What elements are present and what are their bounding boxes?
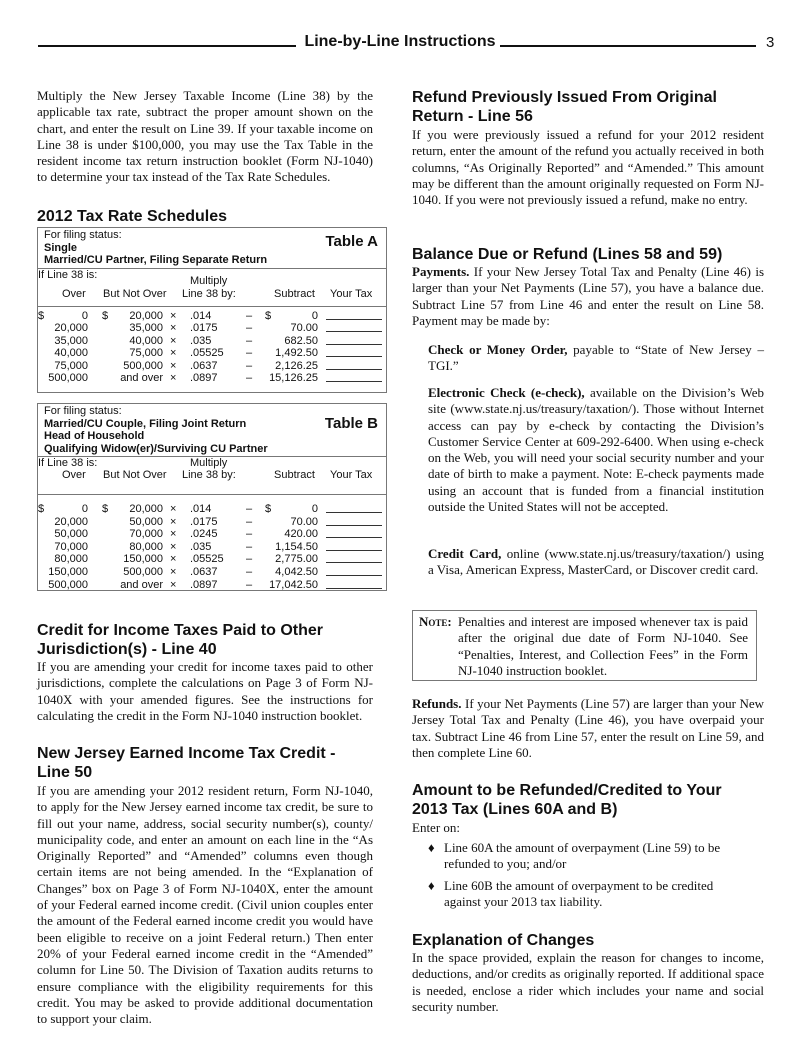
your-tax-blank[interactable] [326,322,382,332]
cell-but-not-over: 500,000 [123,565,163,578]
cell-subtract: 0 [311,503,318,515]
your-tax-blank[interactable] [326,553,382,563]
cell-rate: .0637 [190,359,218,372]
table-row [38,566,386,579]
times-sign: × [170,372,177,385]
cell-subtract: 682.50 [284,334,318,347]
cell-subtract: 420.00 [284,528,318,541]
column-headers [38,269,386,307]
cell-over: 80,000 [54,553,88,566]
col-your-tax: Your Tax [330,287,373,300]
header-rule-right [500,45,756,47]
times-sign: × [170,322,177,335]
cell-over: 50,000 [54,528,88,541]
col-over: Over [62,287,86,300]
cell-over: 150,000 [48,565,88,578]
table-row [38,579,386,592]
minus-sign: – [246,578,253,591]
bullet-text: Line 60A the amount of overpayment (Line 59) to be refunded to you; and/or [444,840,721,872]
eitc-heading: New Jersey Earned Income Tax Credit - Line 50 [37,745,336,781]
cell-over: 40,000 [54,347,88,360]
times-sign: × [170,515,177,528]
echeck-label: Electronic Check (e-check), [428,385,585,400]
cell-over: 75,000 [54,359,88,372]
column-headers [38,457,386,495]
cell-but-not-over: 70,000 [129,528,163,541]
tax-table-b [37,403,387,591]
your-tax-blank[interactable] [326,503,382,513]
times-sign: × [170,309,177,322]
minus-sign: – [246,359,253,372]
table-name: Table A [325,233,378,250]
cell-rate: .0175 [190,515,218,528]
page-number: 3 [766,34,775,51]
cell-rate: .014 [190,309,212,322]
explanation-heading: Explanation of Changes [412,932,595,949]
filing-status-header [38,228,386,269]
cell-rate: .014 [190,503,212,515]
times-sign: × [170,578,177,591]
minus-sign: – [246,372,253,385]
enter-on-label: Enter on: [412,820,461,835]
times-sign: × [170,359,177,372]
cell-rate: .0245 [190,528,218,541]
col-your-tax: Your Tax [330,469,373,481]
cell-over: 70,000 [54,540,88,553]
your-tax-blank[interactable] [326,335,382,345]
filing-status-header [38,404,386,457]
table-row [38,372,386,385]
payments-paragraph [412,264,764,329]
col-subtract: Subtract [274,287,315,300]
cell-rate: .0637 [190,565,218,578]
header-rule-left [38,45,296,47]
note-text: Penalties and interest are imposed whenever tax is paid after the original due date of Form NJ-1040. See “Penalties, Interest, and Collection Fees” in the Form NJ-1040 instruction booklet. [458,614,748,678]
cell-over: 500,000 [48,578,88,591]
col-subtract: Subtract [274,469,315,481]
check-text: payable to “State of New Jersey – TGI.” [428,342,764,374]
cell-but-not-over: 80,000 [129,540,163,553]
cell-rate: .035 [190,334,212,347]
cell-subtract: 15,126.25 [269,372,318,385]
cell-subtract: 70.00 [290,322,318,335]
cell-subtract: 2,126.25 [275,359,318,372]
cell-rate: .035 [190,540,212,553]
your-tax-blank[interactable] [326,528,382,538]
cell-but-not-over: 20,000 [129,309,163,322]
table-row [38,322,386,335]
minus-sign: – [246,540,253,553]
for-filing-status-label: For filing status: [44,405,122,417]
your-tax-blank[interactable] [326,310,382,320]
col-multiply: Multiply [190,457,228,469]
cell-rate: .0175 [190,322,218,335]
your-tax-blank[interactable] [326,360,382,370]
your-tax-blank[interactable] [326,566,382,576]
cell-subtract: 1,492.50 [275,347,318,360]
table-name: Table B [324,415,378,432]
minus-sign: – [246,322,253,335]
cell-but-not-over: 20,000 [129,503,163,515]
amount-heading: Amount to be Refunded/Credited to Your 2013 Tax (Lines 60A and B) [412,782,722,818]
cell-subtract: 1,154.50 [275,540,318,553]
cell-over: 0 [81,309,88,322]
filing-status: Married/CU Partner, Filing Separate Return [44,254,268,266]
table-row [38,528,386,541]
cell-over: 0 [81,503,88,515]
bullet-item [428,840,738,873]
for-filing-status-label: For filing status: [44,229,122,241]
diamond-bullet-icon: ♦ [428,878,435,893]
cell-subtract: 17,042.50 [269,578,318,591]
cell-but-not-over: 50,000 [129,515,163,528]
cell-subtract: 70.00 [290,515,318,528]
table-row [38,541,386,554]
your-tax-blank[interactable] [326,516,382,526]
col-multiply: Multiply [190,274,228,287]
minus-sign: – [246,334,253,347]
times-sign: × [170,334,177,347]
minus-sign: – [246,553,253,566]
eitc-paragraph: If you are amending your 2012 resident return, Form NJ-1040, to apply for the New Jersey earned income tax credit, be sure to fill out your name, address, social security number(s), county/ municipality code, and enter an amount on each line in the “As Originally Reported” and “Amended” columns even though certain items are not being amended. In the “Explanation of Changes” box on Page 3 of Form NJ-1040X, enter the amount of your Federal earned income credit. (Civil union couples enter the amount of the Federal earned income credit you would have been eligible to receive on a joint Federal return.) Then enter 20% of your Federal earned income credit in the “Amended” column for Line 50. The Division of Taxation audits returns to ensure compliance with the eligibility requirements for this credit. You may be asked to provide additional documentation to support your claim. [37,783,373,1027]
col-over: Over [62,469,86,481]
times-sign: × [170,553,177,566]
check-label: Check or Money Order, [428,342,568,357]
minus-sign: – [246,528,253,541]
bullet-item [428,878,738,911]
cell-over: 35,000 [54,334,88,347]
cell-but-not-over: and over [120,372,163,385]
intro-paragraph: Multiply the New Jersey Taxable Income (Line 38) by the applicable tax rate, subtract the proper amount shown on the chart, and enter the result on Line 39. If your taxable income on Line 38 is under $100,000, you may use the Tax Table in the resident income tax return instruction booklet (Form NJ-1040) to determine your tax instead of the Tax Rate Schedules. [37,88,373,185]
col-but-not-over: But Not Over [103,287,167,300]
echeck-text: available on the Division’s Web site (www.state.nj.us/treasury/taxation/). Those without Internet access can pay by e-check by contacting the Division’s Customer Service Center at 609-292-6400. When using e-check on the Web, you will need your social security number and your date of birth to make a payment. Note: E-check payments made using an account that is funded from a financial institution outside the United States will not be accepted. [428,385,764,515]
table-row: $ $ $ 0 20,000 × .014 – 0 [38,310,386,323]
credit-heading: Credit for Income Taxes Paid to Other Jurisdiction(s) - Line 40 [37,622,323,658]
card-text: online (www.state.nj.us/treasury/taxation/) using a Visa, American Express, MasterCard, or Discover credit card. [428,546,764,578]
filing-status: Single [44,241,78,254]
times-sign: × [170,540,177,553]
times-sign: × [170,347,177,360]
payments-label: Payments. [412,264,470,279]
cell-over: 20,000 [54,322,88,335]
minus-sign: – [246,347,253,360]
table-row [38,347,386,360]
cell-but-not-over: 35,000 [129,322,163,335]
diamond-bullet-icon: ♦ [428,840,435,855]
card-label: Credit Card, [428,546,502,561]
cell-subtract: 4,042.50 [275,565,318,578]
col-if-line: If Line 38 is: [38,268,98,281]
your-tax-blank[interactable] [326,541,382,551]
cell-rate: .0897 [190,372,218,385]
cell-rate: .0897 [190,578,218,591]
bullet-text: Line 60B the amount of overpayment to be credited against your 2013 tax liability. [444,878,714,910]
tax-table-a [37,227,387,393]
minus-sign: – [246,309,253,322]
explanation-paragraph: In the space provided, explain the reason for changes to income, deductions, and/or credits as originally reported. If additional space is needed, enclose a rider which includes your name and social security number. [412,950,764,1014]
minus-sign: – [246,503,253,515]
cell-rate: .05525 [190,553,224,566]
col-but-not-over: But Not Over [103,469,167,481]
cell-rate: .05525 [190,347,224,360]
running-header: Line-by-Line Instructions [304,33,496,50]
cell-but-not-over: and over [120,578,163,591]
cell-over: 500,000 [48,372,88,385]
col-line38-by: Line 38 by: [182,469,236,481]
table-row: $ $ $ 0 20,000 × .014 – 0 [38,503,386,516]
refund-paragraph: If you were previously issued a refund for your 2012 resident return, enter the amount of the refund you actually received in both columns, “As Originally Reported” and “Amended.” This amount may be different than the amount originally requested on Form NJ-1040. If you were not previously issued a refund, make no entry. [412,127,764,208]
check-paragraph [428,342,764,375]
cell-over: 20,000 [54,515,88,528]
note-label: Note: [419,614,452,629]
note-box [412,610,757,681]
col-if-line: If Line 38 is: [38,457,98,469]
times-sign: × [170,565,177,578]
refunds-label: Refunds. [412,696,462,711]
balance-heading: Balance Due or Refund (Lines 58 and 59) [412,246,723,263]
cell-subtract: 2,775.00 [275,553,318,566]
your-tax-blank[interactable] [326,372,382,382]
filing-status: Married/CU Couple, Filing Joint Return [44,417,247,430]
table-row [38,553,386,566]
payments-text: If your New Jersey Total Tax and Penalty (Line 46) is larger than your Net Payments (Line 57), you have a balance due. Subtract Line 57 from Line 46 and enter the result on Line 58. Payment may be made by: [412,264,764,328]
cell-subtract: 0 [311,309,318,322]
card-paragraph [428,546,764,579]
table-row [38,360,386,373]
minus-sign: – [246,515,253,528]
refunds-paragraph [412,696,764,761]
filing-status: Qualifying Widow(er)/Surviving CU Partner [44,442,268,455]
echeck-paragraph [428,385,764,515]
cell-but-not-over: 150,000 [123,553,163,566]
col-line38-by: Line 38 by: [182,287,236,300]
credit-paragraph: If you are amending your credit for income taxes paid to other jurisdictions, complete the calculations on Page 3 of Form NJ-1040X with your amended figures. See the instructions for calculating the credit in the Form NJ-1040 instruction booklet. [37,659,373,723]
your-tax-blank[interactable] [326,579,382,589]
cell-but-not-over: 40,000 [129,334,163,347]
filing-status: Head of Household [44,430,145,442]
your-tax-blank[interactable] [326,347,382,357]
table-row [38,516,386,529]
minus-sign: – [246,565,253,578]
refunds-text: If your Net Payments (Line 57) are larger than your New Jersey Total Tax and Penalty (Line 46), you have overpaid your tax. Subtract Line 46 from Line 57, enter the result on Line 59, and then complete Line 60. [412,696,764,760]
times-sign: × [170,503,177,515]
cell-but-not-over: 75,000 [129,347,163,360]
refund-heading: Refund Previously Issued From Original Return - Line 56 [412,89,717,125]
cell-but-not-over: 500,000 [123,359,163,372]
table-row [38,335,386,348]
schedules-heading: 2012 Tax Rate Schedules [37,208,228,225]
times-sign: × [170,528,177,541]
